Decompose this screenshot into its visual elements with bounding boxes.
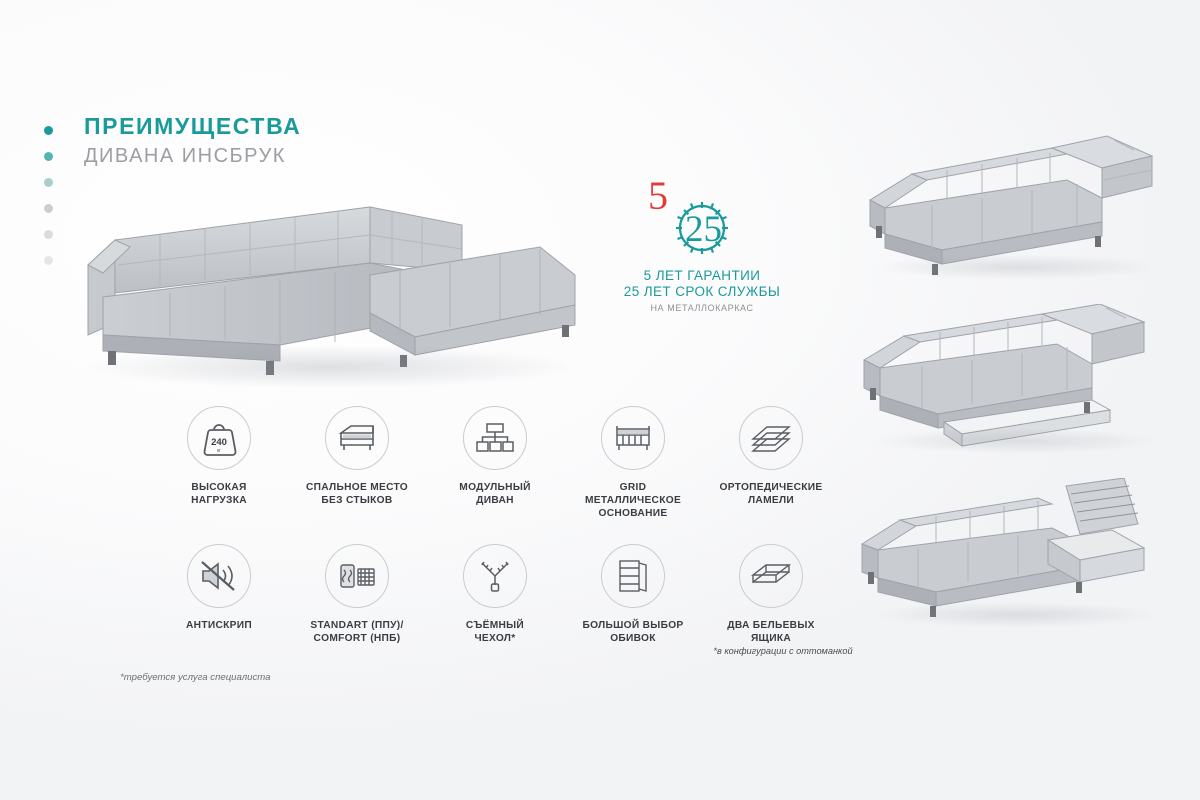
warranty-line-3: НА МЕТАЛЛОКАРКАС	[650, 303, 754, 313]
title-line-1: ПРЕИМУЩЕСТВА	[84, 113, 302, 139]
sofa-insbruk-main-view	[70, 185, 590, 395]
sofa-unfolded-top-view	[852, 130, 1182, 290]
modular-scheme-icon	[463, 406, 527, 470]
note-specialist: *требуется услуга специалиста	[120, 672, 271, 683]
features-row-2	[150, 544, 840, 645]
feature-label-line-2: COMFORT (НПБ)	[313, 633, 401, 644]
feature-two-storage	[702, 544, 840, 645]
feature-fabric-choice	[564, 544, 702, 645]
gallery-shadow	[872, 428, 1162, 454]
feature-label-line-1: МОДУЛЬНЫЙ	[459, 482, 531, 493]
warranty-line-1: 5 ЛЕТ ГАРАНТИИ	[643, 268, 761, 283]
weight-240kg-icon	[187, 406, 251, 470]
feature-label-line-3: ОСНОВАНИЕ	[598, 508, 668, 519]
bullet-dots	[44, 126, 53, 282]
feature-label-line-1: GRID	[619, 482, 647, 493]
feature-label-line-2: ОБИВОК	[610, 633, 656, 644]
gallery-shadow	[872, 254, 1162, 280]
feature-label-line-2: ЯЩИКА	[750, 633, 792, 644]
note-ottoman: *в конфигурации с оттоманкой	[713, 646, 853, 656]
feature-no-squeak	[150, 544, 288, 645]
feature-label-line-1: АНТИСКРИП	[186, 620, 252, 631]
service-years-number: 25	[685, 209, 722, 250]
feature-label-line-2: НАГРУЗКА	[191, 495, 247, 506]
feature-removable-cover	[426, 544, 564, 645]
seamless-bed-icon	[325, 406, 389, 470]
feature-orthopedic-slats	[702, 406, 840, 520]
feature-label-line-1: БОЛЬШОЙ ВЫБОР	[582, 620, 684, 631]
feature-foam-types	[288, 544, 426, 645]
feature-label-line-2: ЛАМЕЛИ	[747, 495, 795, 506]
sofa-gallery	[852, 130, 1182, 646]
svg-text:240: 240	[211, 437, 227, 448]
feature-modular	[426, 406, 564, 520]
foam-standart-comfort-icon	[325, 544, 389, 608]
page-title	[84, 112, 301, 169]
feature-seamless-bed	[288, 406, 426, 520]
sofa-drawer-open-view	[852, 304, 1182, 464]
sofa-ottoman-storage-open-view	[852, 478, 1182, 638]
feature-label-line-2: МЕТАЛЛИЧЕСКОЕ	[584, 495, 682, 506]
feature-grid-base	[564, 406, 702, 520]
feature-label-line-2: ДИВАН	[476, 495, 514, 506]
two-storage-boxes-icon	[739, 544, 803, 608]
svg-text:кг: кг	[216, 448, 222, 454]
feature-label-line-1: СЪЁМНЫЙ	[465, 620, 525, 631]
features-grid	[150, 406, 840, 645]
feature-high-load	[150, 406, 288, 520]
feature-label-line-1: ДВА БЕЛЬЕВЫХ	[727, 620, 815, 631]
features-row-1	[150, 406, 840, 520]
feature-label-line-1: ВЫСОКАЯ	[191, 482, 247, 493]
zipper-removable-cover-icon	[463, 544, 527, 608]
title-line-2: ДИВАНА ИНСБРУК	[84, 145, 286, 167]
hero-shadow	[80, 345, 580, 389]
no-squeak-icon	[187, 544, 251, 608]
feature-label-line-1: STANDART (ППУ)/	[310, 620, 404, 631]
grid-base-icon	[601, 406, 665, 470]
warranty-years-number: 5	[648, 173, 668, 218]
orthopedic-slats-icon	[739, 406, 803, 470]
feature-label-line-1: СПАЛЬНОЕ МЕСТО	[305, 482, 408, 493]
warranty-line-2: 25 ЛЕТ СРОК СЛУЖБЫ	[623, 284, 781, 299]
gallery-shadow	[872, 602, 1162, 628]
feature-label-line-2: ЧЕХОЛ*	[474, 633, 516, 644]
fabric-swatches-icon	[601, 544, 665, 608]
feature-label-line-1: ОРТОПЕДИЧЕСКИЕ	[719, 482, 823, 493]
feature-label-line-2: БЕЗ СТЫКОВ	[321, 495, 393, 506]
